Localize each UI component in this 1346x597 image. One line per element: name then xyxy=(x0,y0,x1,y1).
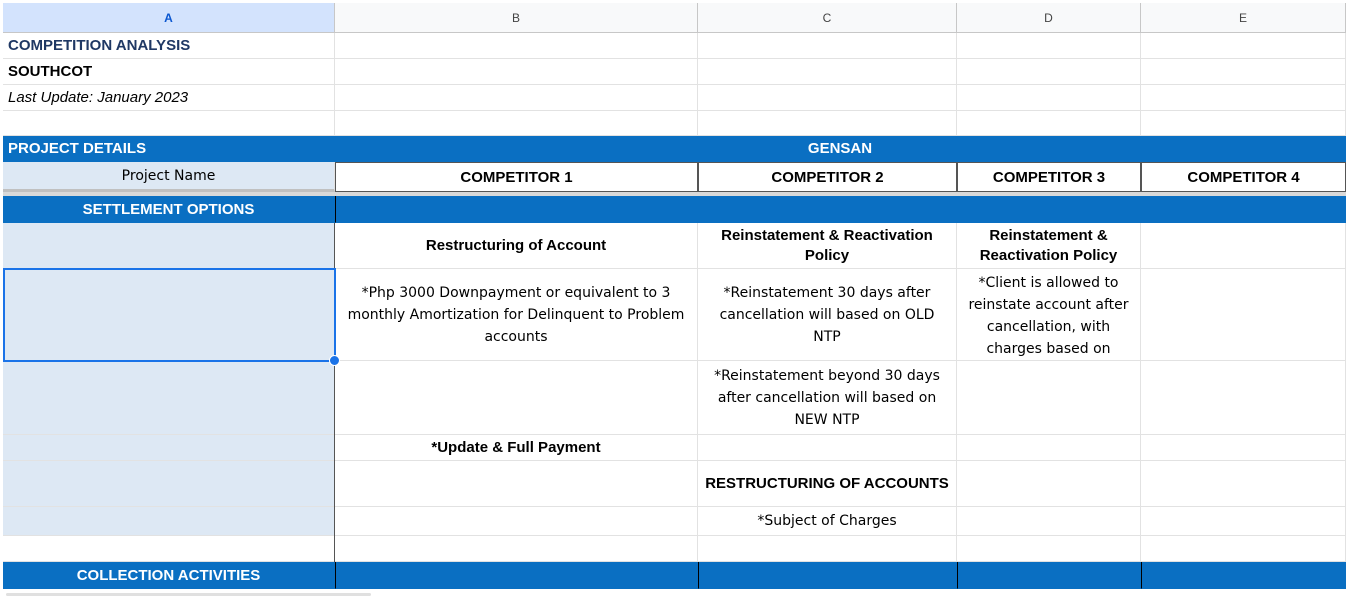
c1-detail-3[interactable]: *Update & Full Payment xyxy=(335,435,698,461)
column-header-b[interactable]: B xyxy=(335,3,698,33)
c1-detail-2[interactable] xyxy=(335,361,698,435)
location-header[interactable]: GENSAN xyxy=(335,136,1346,162)
last-update-cell[interactable]: Last Update: January 2023 xyxy=(3,85,335,111)
company-cell[interactable]: SOUTHCOT xyxy=(3,59,335,85)
c3-heading[interactable]: Reinstatement & Reactivation Policy xyxy=(957,223,1141,269)
c4-heading[interactable] xyxy=(1141,223,1346,269)
settlement-options-header[interactable]: SETTLEMENT OPTIONS xyxy=(3,196,335,223)
c2-detail-5[interactable]: *Subject of Charges xyxy=(698,507,957,536)
c2-detail-1[interactable]: *Reinstatement 30 days after cancellation will based on OLD NTP xyxy=(698,269,957,361)
cell-a-detail-5[interactable] xyxy=(3,507,335,536)
c1-detail-5[interactable] xyxy=(335,507,698,536)
cell-b3[interactable] xyxy=(335,85,698,111)
column-header-c[interactable]: C xyxy=(698,3,957,33)
column-b-border xyxy=(334,223,335,562)
cell-e3[interactable] xyxy=(1141,85,1346,111)
cell-b2[interactable] xyxy=(335,59,698,85)
c2-detail-4[interactable]: RESTRUCTURING OF ACCOUNTS xyxy=(698,461,957,507)
c3-detail-1[interactable]: *Client is allowed to reinstate account after cancellation, with charges based on xyxy=(957,269,1141,361)
collection-e[interactable] xyxy=(1141,562,1346,589)
c2-heading[interactable]: Reinstatement & Reactivation Policy xyxy=(698,223,957,269)
c4-detail-4[interactable] xyxy=(1141,461,1346,507)
collection-d[interactable] xyxy=(957,562,1141,589)
cell-d2[interactable] xyxy=(957,59,1141,85)
empty-row-d[interactable] xyxy=(957,536,1141,562)
cell-d4[interactable] xyxy=(957,111,1141,136)
competitor-3-header[interactable]: COMPETITOR 3 xyxy=(957,162,1141,192)
c2-detail-3[interactable] xyxy=(698,435,957,461)
cell-e1[interactable] xyxy=(1141,33,1346,59)
horizontal-scrollbar[interactable] xyxy=(6,593,371,596)
cell-d1[interactable] xyxy=(957,33,1141,59)
c4-detail-3[interactable] xyxy=(1141,435,1346,461)
c3-detail-3[interactable] xyxy=(957,435,1141,461)
c1-detail-4[interactable] xyxy=(335,461,698,507)
c4-detail-2[interactable] xyxy=(1141,361,1346,435)
cell-a-detail-2[interactable] xyxy=(3,361,335,435)
c3-detail-4[interactable] xyxy=(957,461,1141,507)
c4-detail-1[interactable] xyxy=(1141,269,1346,361)
cell-a4[interactable] xyxy=(3,111,335,136)
cell-c4[interactable] xyxy=(698,111,957,136)
cell-e4[interactable] xyxy=(1141,111,1346,136)
empty-row-c[interactable] xyxy=(698,536,957,562)
cell-a-detail-3[interactable] xyxy=(3,435,335,461)
column-header-a[interactable]: A xyxy=(3,3,335,33)
title-cell[interactable]: COMPETITION ANALYSIS xyxy=(3,33,335,59)
c1-heading[interactable]: Restructuring of Account xyxy=(335,223,698,269)
empty-row-b[interactable] xyxy=(335,536,698,562)
cell-c2[interactable] xyxy=(698,59,957,85)
selected-cell-a[interactable] xyxy=(3,269,335,361)
collection-b[interactable] xyxy=(335,562,698,589)
c2-detail-2[interactable]: *Reinstatement beyond 30 days after cancellation will based on NEW NTP xyxy=(698,361,957,435)
project-name-label[interactable]: Project Name xyxy=(3,162,335,192)
cell-d3[interactable] xyxy=(957,85,1141,111)
column-header-e[interactable]: E xyxy=(1141,3,1346,33)
c4-detail-5[interactable] xyxy=(1141,507,1346,536)
cell-b1[interactable] xyxy=(335,33,698,59)
competitor-1-header[interactable]: COMPETITOR 1 xyxy=(335,162,698,192)
collection-activities-header[interactable]: COLLECTION ACTIVITIES xyxy=(3,562,335,589)
cell-c1[interactable] xyxy=(698,33,957,59)
project-details-header[interactable]: PROJECT DETAILS xyxy=(3,136,335,162)
c3-detail-2[interactable] xyxy=(957,361,1141,435)
cell-b4[interactable] xyxy=(335,111,698,136)
competitor-4-header[interactable]: COMPETITOR 4 xyxy=(1141,162,1346,192)
spreadsheet-grid[interactable] xyxy=(3,3,1346,597)
fill-handle[interactable] xyxy=(329,355,340,366)
c1-detail-1[interactable]: *Php 3000 Downpayment or equivalent to 3 monthly Amortization for Delinquent to Problem accounts xyxy=(335,269,698,361)
settlement-header-fill[interactable] xyxy=(335,196,1346,223)
competitor-2-header[interactable]: COMPETITOR 2 xyxy=(698,162,957,192)
empty-row-e[interactable] xyxy=(1141,536,1346,562)
empty-row-a[interactable] xyxy=(3,536,335,562)
cell-c3[interactable] xyxy=(698,85,957,111)
cell-e2[interactable] xyxy=(1141,59,1346,85)
settlement-a-heading[interactable] xyxy=(3,223,335,269)
c3-detail-5[interactable] xyxy=(957,507,1141,536)
column-header-d[interactable]: D xyxy=(957,3,1141,33)
cell-a-detail-4[interactable] xyxy=(3,461,335,507)
collection-c[interactable] xyxy=(698,562,957,589)
